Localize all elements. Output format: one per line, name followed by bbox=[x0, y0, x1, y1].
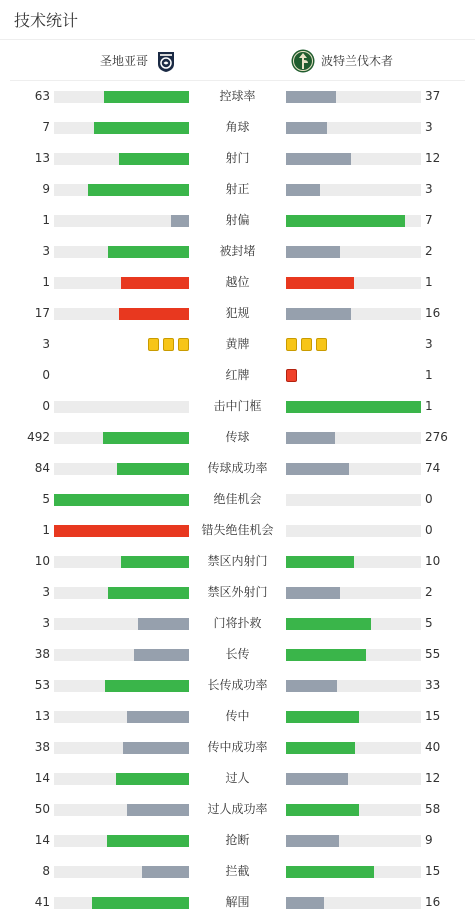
home-bar-track bbox=[54, 308, 189, 320]
away-value: 15 bbox=[425, 709, 441, 723]
home-bar-track bbox=[54, 184, 189, 196]
stat-label: 过人 bbox=[225, 771, 250, 785]
away-bar-track bbox=[286, 463, 421, 475]
away-bar-fill bbox=[286, 866, 374, 878]
home-value: 10 bbox=[34, 554, 50, 568]
away-value: 33 bbox=[425, 678, 441, 692]
away-bar-track bbox=[286, 432, 421, 444]
home-bar-track bbox=[54, 897, 189, 909]
yellow-card-icon bbox=[148, 338, 159, 351]
away-value: 15 bbox=[425, 864, 441, 878]
home-value: 3 bbox=[42, 616, 50, 630]
stat-row bbox=[0, 143, 475, 174]
stat-label: 红牌 bbox=[225, 368, 250, 382]
away-bar-track bbox=[286, 804, 421, 816]
stat-row bbox=[0, 267, 475, 298]
away-bar-fill bbox=[286, 897, 324, 909]
stat-label: 错失绝佳机会 bbox=[201, 523, 274, 537]
away-value: 2 bbox=[425, 244, 433, 258]
away-bar-track bbox=[286, 122, 421, 134]
yellow-card-icon bbox=[286, 338, 297, 351]
stat-label: 长传成功率 bbox=[207, 678, 268, 692]
away-bar-fill bbox=[286, 463, 349, 475]
stat-row bbox=[0, 856, 475, 887]
stat-row bbox=[0, 391, 475, 422]
san-diego-fc-crest-icon bbox=[154, 49, 178, 73]
away-value: 74 bbox=[425, 461, 441, 475]
stat-row bbox=[0, 608, 475, 639]
home-value: 63 bbox=[34, 89, 50, 103]
home-bar-track bbox=[54, 649, 189, 661]
home-value: 13 bbox=[34, 151, 50, 165]
stat-row bbox=[0, 732, 475, 763]
away-bar-track bbox=[286, 835, 421, 847]
away-bar-track bbox=[286, 277, 421, 289]
away-bar-track bbox=[286, 401, 421, 413]
stat-row bbox=[0, 577, 475, 608]
home-bar-track bbox=[54, 773, 189, 785]
away-value: 10 bbox=[425, 554, 441, 568]
away-bar-fill bbox=[286, 804, 359, 816]
away-bar-fill bbox=[286, 680, 337, 692]
home-bar-fill bbox=[116, 773, 189, 785]
stat-row bbox=[0, 360, 475, 391]
away-bar-fill bbox=[286, 308, 351, 320]
away-bar-fill bbox=[286, 91, 336, 103]
home-bar-track bbox=[54, 587, 189, 599]
away-bar-track bbox=[286, 649, 421, 661]
home-bar-track bbox=[54, 866, 189, 878]
away-value: 0 bbox=[425, 492, 433, 506]
away-bar-fill bbox=[286, 215, 405, 227]
stat-label: 门将扑救 bbox=[213, 616, 262, 630]
stat-label: 被封堵 bbox=[219, 244, 256, 258]
away-bar-fill bbox=[286, 556, 354, 568]
home-value: 492 bbox=[27, 430, 50, 444]
stat-label: 传中成功率 bbox=[207, 740, 268, 754]
away-value: 16 bbox=[425, 306, 441, 320]
home-bar-track bbox=[54, 618, 189, 630]
title-bar bbox=[0, 0, 475, 40]
away-team-name: 波特兰伐木者 bbox=[321, 54, 394, 68]
home-bar-fill bbox=[171, 215, 189, 227]
away-bar-fill bbox=[286, 835, 339, 847]
away-value: 37 bbox=[425, 89, 441, 103]
stat-row bbox=[0, 670, 475, 701]
home-value: 14 bbox=[34, 771, 50, 785]
stat-label: 传球 bbox=[225, 430, 250, 444]
away-bar-track bbox=[286, 215, 421, 227]
home-value: 1 bbox=[42, 275, 50, 289]
home-bar-fill bbox=[127, 804, 189, 816]
home-bar-fill bbox=[88, 184, 189, 196]
home-value: 84 bbox=[34, 461, 50, 475]
home-value: 3 bbox=[42, 585, 50, 599]
away-bar-track bbox=[286, 711, 421, 723]
home-value: 38 bbox=[34, 647, 50, 661]
home-cards bbox=[148, 338, 189, 352]
home-value: 1 bbox=[42, 523, 50, 537]
stat-row bbox=[0, 236, 475, 267]
home-bar-fill bbox=[108, 587, 189, 599]
home-bar-track bbox=[54, 835, 189, 847]
stat-row bbox=[0, 794, 475, 825]
home-bar-track bbox=[54, 246, 189, 258]
stat-row bbox=[0, 81, 475, 112]
away-bar-track bbox=[286, 91, 421, 103]
stat-row bbox=[0, 484, 475, 515]
home-bar-fill bbox=[92, 897, 189, 909]
home-bar-fill bbox=[119, 308, 189, 320]
home-value: 7 bbox=[42, 120, 50, 134]
stats-list bbox=[0, 81, 475, 918]
home-value: 0 bbox=[42, 368, 50, 382]
home-bar-track bbox=[54, 122, 189, 134]
away-bar-track bbox=[286, 680, 421, 692]
home-value: 17 bbox=[34, 306, 50, 320]
portland-timbers-axe-icon bbox=[291, 49, 315, 73]
stat-label: 越位 bbox=[225, 275, 250, 289]
stat-row bbox=[0, 422, 475, 453]
home-value: 41 bbox=[34, 895, 50, 909]
home-value: 9 bbox=[42, 182, 50, 196]
stat-label: 传球成功率 bbox=[207, 461, 268, 475]
home-bar-fill bbox=[94, 122, 189, 134]
stat-label: 拦截 bbox=[225, 864, 250, 878]
stat-label: 过人成功率 bbox=[207, 802, 268, 816]
away-bar-fill bbox=[286, 773, 348, 785]
home-bar-fill bbox=[121, 277, 189, 289]
home-bar-track bbox=[54, 277, 189, 289]
home-value: 13 bbox=[34, 709, 50, 723]
home-value: 5 bbox=[42, 492, 50, 506]
away-value: 12 bbox=[425, 771, 441, 785]
stat-label: 绝佳机会 bbox=[213, 492, 262, 506]
page-title: 技术统计 bbox=[14, 11, 79, 30]
away-bar-fill bbox=[286, 618, 371, 630]
away-bar-fill bbox=[286, 649, 366, 661]
stat-label: 禁区外射门 bbox=[207, 585, 268, 599]
away-bar-track bbox=[286, 556, 421, 568]
home-bar-track bbox=[54, 91, 189, 103]
yellow-card-icon bbox=[163, 338, 174, 351]
away-bar-fill bbox=[286, 401, 421, 413]
stat-row bbox=[0, 639, 475, 670]
home-value: 3 bbox=[42, 337, 50, 351]
home-team-name: 圣地亚哥 bbox=[99, 54, 148, 68]
teams-header bbox=[10, 40, 465, 81]
home-bar-fill bbox=[103, 432, 189, 444]
away-value: 1 bbox=[425, 399, 433, 413]
home-bar-fill bbox=[54, 494, 189, 506]
stat-label: 射偏 bbox=[225, 213, 250, 227]
away-value: 3 bbox=[425, 182, 433, 196]
home-bar-fill bbox=[105, 680, 189, 692]
yellow-card-icon bbox=[301, 338, 312, 351]
away-team[interactable] bbox=[291, 40, 393, 81]
away-bar-fill bbox=[286, 432, 335, 444]
home-bar-fill bbox=[119, 153, 189, 165]
away-value: 7 bbox=[425, 213, 433, 227]
stat-label: 长传 bbox=[225, 647, 250, 661]
home-value: 1 bbox=[42, 213, 50, 227]
home-bar-fill bbox=[123, 742, 189, 754]
stat-row bbox=[0, 763, 475, 794]
away-bar-track bbox=[286, 742, 421, 754]
home-value: 14 bbox=[34, 833, 50, 847]
away-value: 58 bbox=[425, 802, 441, 816]
home-bar-fill bbox=[142, 866, 189, 878]
away-bar-track bbox=[286, 525, 421, 537]
away-bar-track bbox=[286, 184, 421, 196]
stat-label: 控球率 bbox=[219, 89, 256, 103]
home-bar-track bbox=[54, 525, 189, 537]
home-bar-fill bbox=[108, 246, 189, 258]
away-bar-fill bbox=[286, 122, 327, 134]
home-value: 8 bbox=[42, 864, 50, 878]
home-value: 50 bbox=[34, 802, 50, 816]
home-bar-fill bbox=[54, 525, 189, 537]
home-bar-track bbox=[54, 711, 189, 723]
stat-label: 抢断 bbox=[225, 833, 250, 847]
stat-label: 击中门框 bbox=[213, 399, 262, 413]
away-value: 9 bbox=[425, 833, 433, 847]
stat-label: 犯规 bbox=[225, 306, 250, 320]
stat-label: 角球 bbox=[225, 120, 250, 134]
home-bar-fill bbox=[134, 649, 189, 661]
away-value: 0 bbox=[425, 523, 433, 537]
away-bar-track bbox=[286, 246, 421, 258]
away-bar-fill bbox=[286, 587, 340, 599]
stat-label: 射正 bbox=[225, 182, 250, 196]
home-bar-track bbox=[54, 494, 189, 506]
home-bar-track bbox=[54, 556, 189, 568]
away-value: 2 bbox=[425, 585, 433, 599]
home-bar-fill bbox=[107, 835, 189, 847]
home-value: 38 bbox=[34, 740, 50, 754]
home-bar-track bbox=[54, 804, 189, 816]
home-bar-track bbox=[54, 463, 189, 475]
home-team[interactable] bbox=[100, 40, 178, 81]
home-bar-fill bbox=[138, 618, 189, 630]
home-bar-track bbox=[54, 742, 189, 754]
away-bar-track bbox=[286, 587, 421, 599]
home-bar-fill bbox=[104, 91, 189, 103]
away-value: 5 bbox=[425, 616, 433, 630]
away-value: 12 bbox=[425, 151, 441, 165]
yellow-card-icon bbox=[316, 338, 327, 351]
away-bar-fill bbox=[286, 153, 351, 165]
home-value: 3 bbox=[42, 244, 50, 258]
stat-row bbox=[0, 453, 475, 484]
stat-row bbox=[0, 329, 475, 360]
away-value: 1 bbox=[425, 368, 433, 382]
away-bar-track bbox=[286, 618, 421, 630]
stat-row bbox=[0, 205, 475, 236]
away-bar-track bbox=[286, 897, 421, 909]
stat-row bbox=[0, 887, 475, 918]
away-value: 3 bbox=[425, 120, 433, 134]
home-bar-fill bbox=[117, 463, 189, 475]
stat-label: 射门 bbox=[225, 151, 250, 165]
away-bar-fill bbox=[286, 246, 340, 258]
away-value: 3 bbox=[425, 337, 433, 351]
stat-label: 黄牌 bbox=[225, 337, 250, 351]
stat-row bbox=[0, 701, 475, 732]
stat-label: 传中 bbox=[225, 709, 250, 723]
home-bar-track bbox=[54, 680, 189, 692]
stat-row bbox=[0, 546, 475, 577]
stat-row bbox=[0, 298, 475, 329]
away-bar-track bbox=[286, 866, 421, 878]
away-value: 1 bbox=[425, 275, 433, 289]
away-bar-fill bbox=[286, 711, 359, 723]
away-cards bbox=[286, 369, 297, 383]
away-value: 276 bbox=[425, 430, 448, 444]
away-bar-track bbox=[286, 308, 421, 320]
away-bar-track bbox=[286, 773, 421, 785]
away-value: 55 bbox=[425, 647, 441, 661]
home-value: 53 bbox=[34, 678, 50, 692]
away-bar-fill bbox=[286, 742, 355, 754]
stat-row bbox=[0, 825, 475, 856]
home-value: 0 bbox=[42, 399, 50, 413]
red-card-icon bbox=[286, 369, 297, 382]
stat-row bbox=[0, 515, 475, 546]
stat-row bbox=[0, 174, 475, 205]
home-bar-fill bbox=[127, 711, 189, 723]
home-bar-track bbox=[54, 153, 189, 165]
away-bar-track bbox=[286, 153, 421, 165]
yellow-card-icon bbox=[178, 338, 189, 351]
home-bar-track bbox=[54, 432, 189, 444]
home-bar-track bbox=[54, 215, 189, 227]
stat-label: 解围 bbox=[225, 895, 250, 909]
away-bar-track bbox=[286, 494, 421, 506]
stat-row bbox=[0, 112, 475, 143]
home-bar-track bbox=[54, 401, 189, 413]
stat-label: 禁区内射门 bbox=[207, 554, 268, 568]
away-bar-fill bbox=[286, 277, 354, 289]
away-value: 40 bbox=[425, 740, 441, 754]
away-value: 16 bbox=[425, 895, 441, 909]
away-bar-fill bbox=[286, 184, 320, 196]
away-cards bbox=[286, 338, 327, 352]
home-bar-fill bbox=[121, 556, 189, 568]
